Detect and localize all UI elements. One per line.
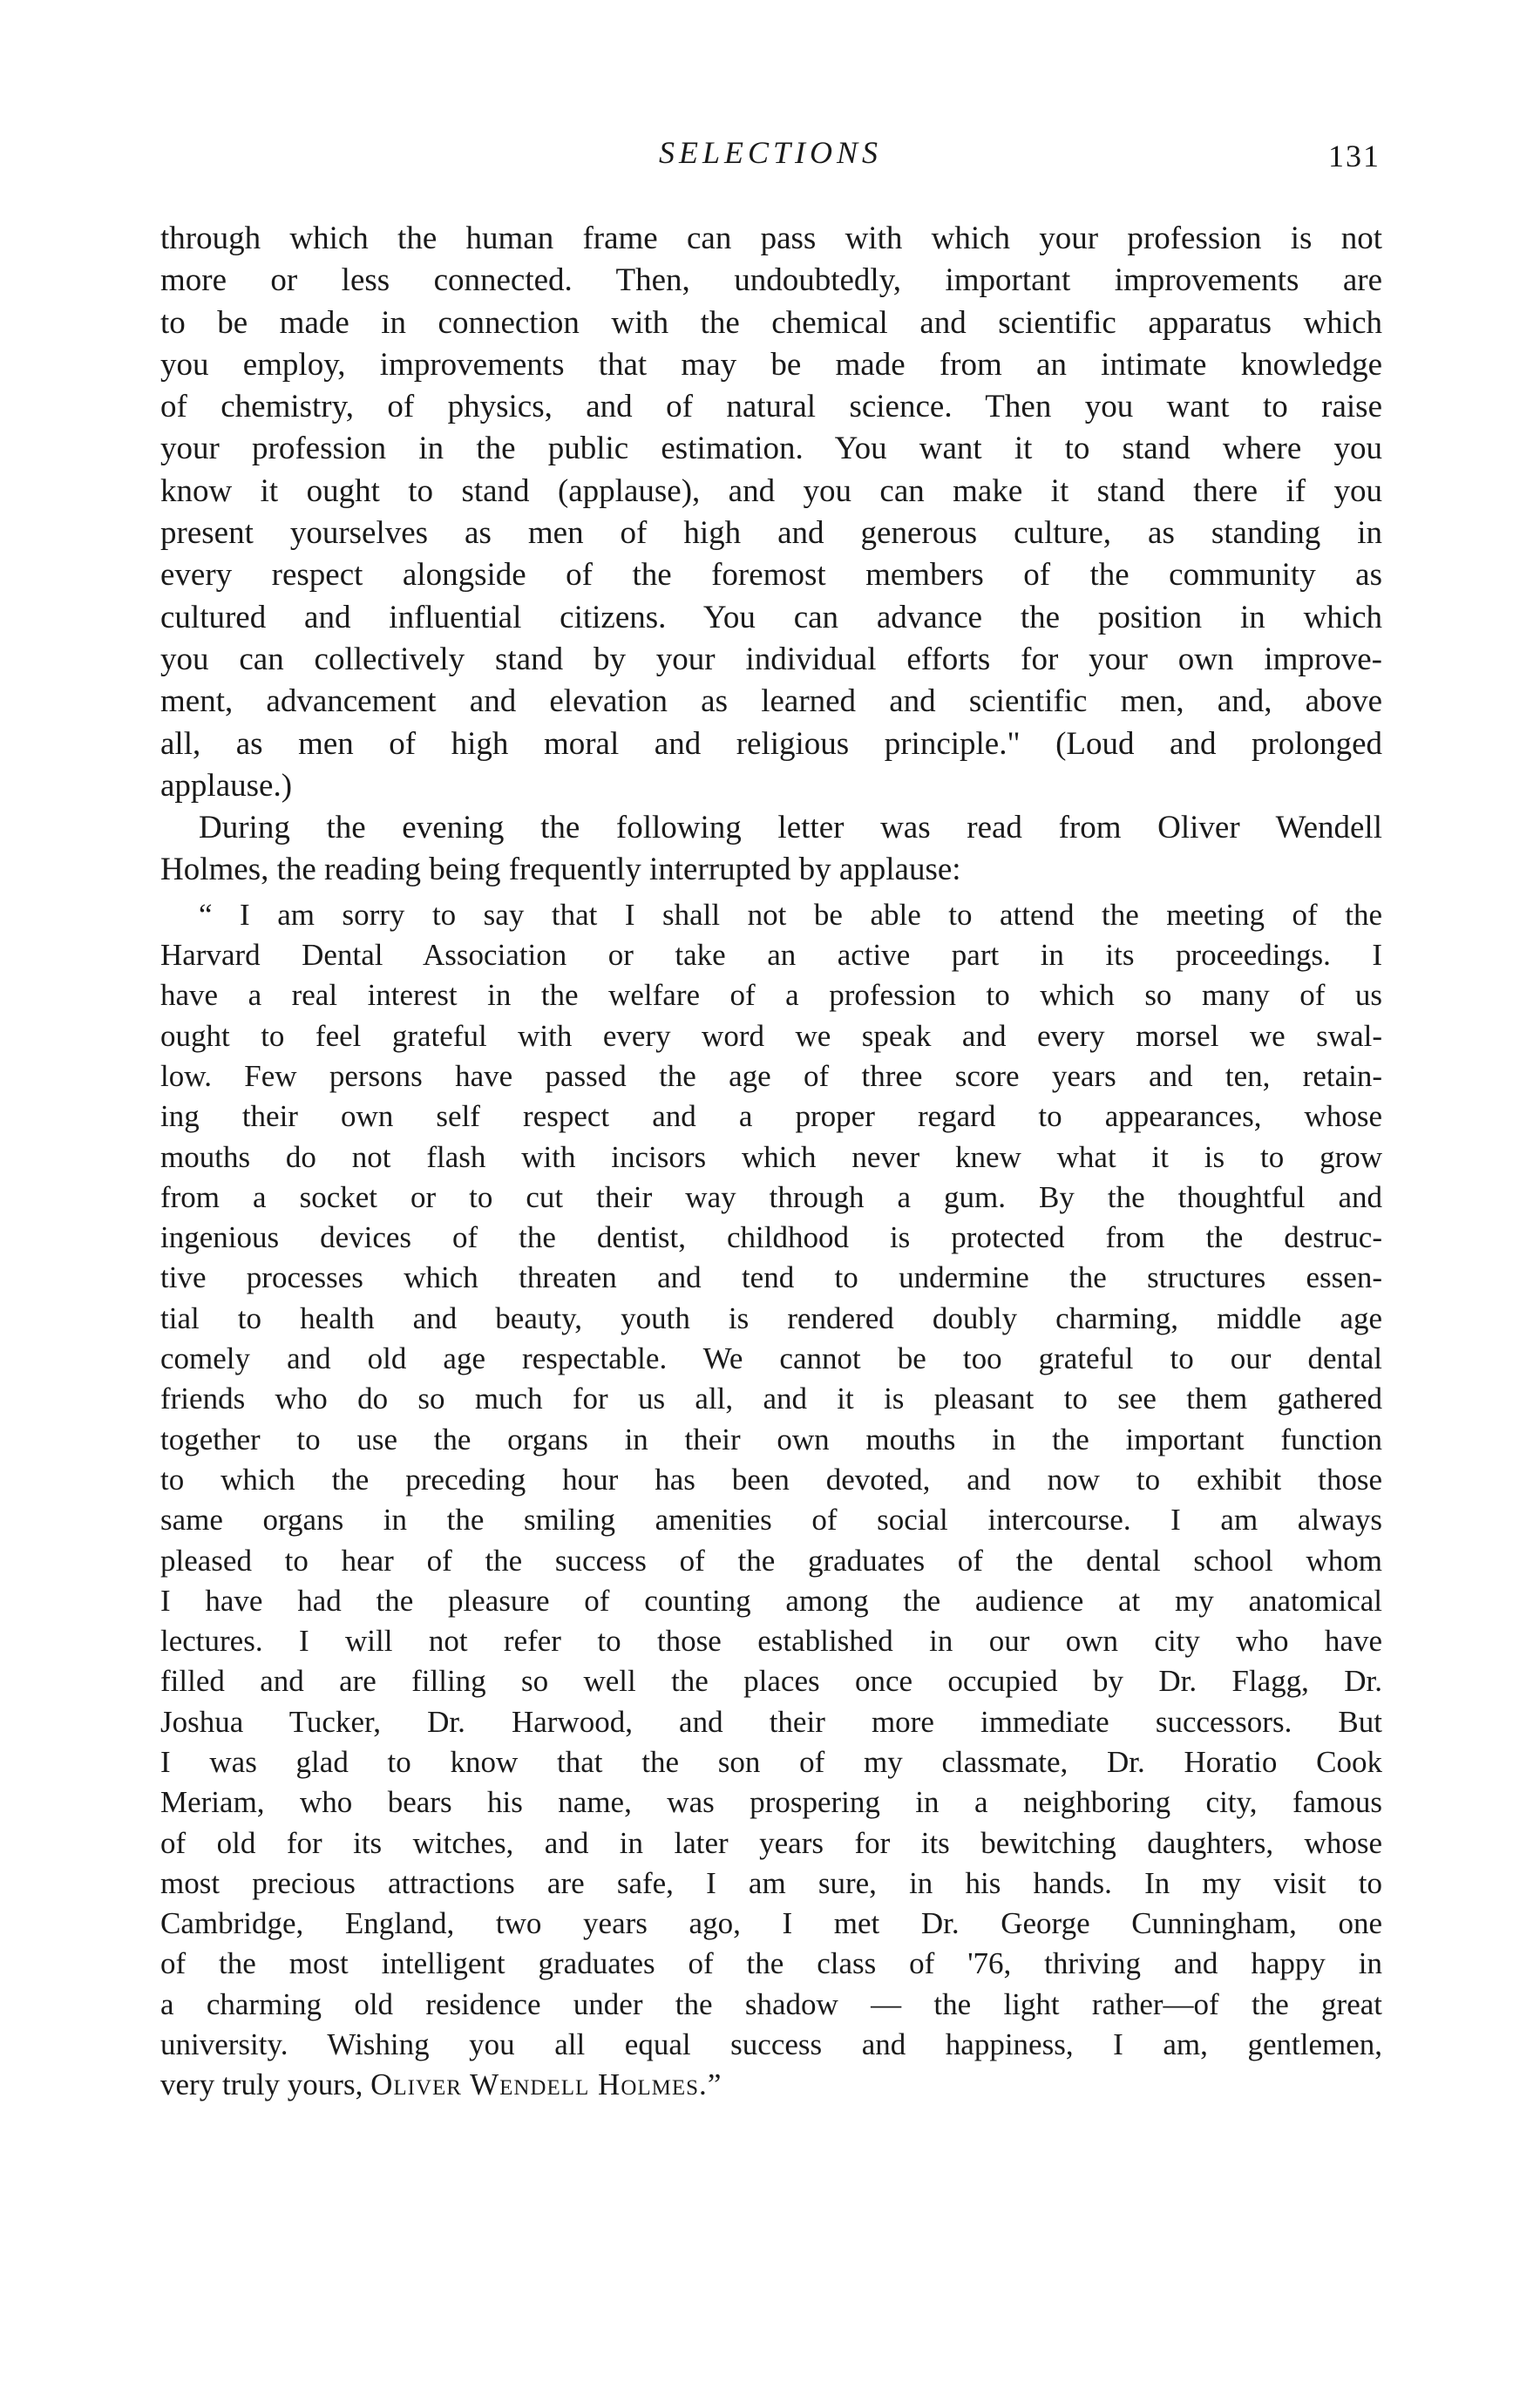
signature: Oliver Wendell Holmes.: [370, 2067, 708, 2102]
text-line: pleased to hear of the success of the graduates of the dental school whom: [160, 1543, 1382, 1578]
text-line: to which the preceding hour has been devoted, and now to exhibit those: [160, 1462, 1382, 1497]
text-line: Joshua Tucker, Dr. Harwood, and their more immediate successors. But: [160, 1704, 1382, 1739]
text-line: comely and old age respectable. We cannot be too grateful to our dental: [160, 1341, 1382, 1376]
text-line: present yourselves as men of high and generous culture, as standing in: [160, 515, 1382, 552]
page-number: 131: [1328, 139, 1381, 173]
text-line: of the most intelligent graduates of the class of '76, thriving and happy in: [160, 1946, 1382, 1981]
text-line: applause.): [160, 767, 293, 804]
text-line: I have had the pleasure of counting among the audience at my anatomical: [160, 1583, 1382, 1618]
text-line: ing their own self respect and a proper regard to appearances, whose: [160, 1099, 1382, 1134]
text-line: you can collectively stand by your individual efforts for your own improve-: [160, 641, 1382, 677]
closing-line: [160, 2065, 1382, 2105]
text-line: ought to feel grateful with every word we speak and every morsel we swal-: [160, 1018, 1382, 1053]
text-line: same organs in the smiling amenities of social intercourse. I am always: [160, 1503, 1382, 1538]
text-line: know it ought to stand (applause), and you can make it stand there if you: [160, 472, 1382, 509]
text-line: more or less connected. Then, undoubtedly, important improvements are: [160, 262, 1382, 299]
text-line: together to use the organs in their own mouths in the important function: [160, 1422, 1382, 1456]
text-line: Holmes, the reading being frequently interrupted by applause:: [160, 852, 961, 888]
text-line: “ I am sorry to say that I shall not be able to attend the meeting of the: [199, 897, 1382, 932]
text-line: Harvard Dental Association or take an active part in its proceedings. I: [160, 938, 1382, 973]
text-line: lectures. I will not refer to those established in our own city who have: [160, 1624, 1382, 1659]
text-line: your profession in the public estimation. You want it to stand where you: [160, 431, 1382, 467]
text-line: Cambridge, England, two years ago, I met Dr. George Cunningham, one: [160, 1906, 1382, 1941]
text-line: Meriam, who bears his name, was prospering in a neighboring city, famous: [160, 1785, 1382, 1820]
text-line: filled and are filling so well the places once occupied by Dr. Flagg, Dr.: [160, 1664, 1382, 1699]
text-line: you employ, improvements that may be made from an intimate knowledge: [160, 346, 1382, 383]
closing-text: very truly yours,: [160, 2067, 371, 2102]
text-line: friends who do so much for us all, and it is pleasant to see them gathered: [160, 1382, 1382, 1416]
text-line: of chemistry, of physics, and of natural science. Then you want to raise: [160, 389, 1382, 425]
text-line: every respect alongside of the foremost members of the community as: [160, 557, 1382, 594]
text-line: of old for its witches, and in later years for its bewitching daughters, whose: [160, 1825, 1382, 1860]
text-line: have a real interest in the welfare of a profession to which so many of us: [160, 978, 1382, 1013]
text-line: a charming old residence under the shadow — the light rather—of the great: [160, 1986, 1382, 2021]
running-head: [160, 129, 1381, 181]
text-line: I was glad to know that the son of my classmate, Dr. Horatio Cook: [160, 1744, 1382, 1779]
text-line: ingenious devices of the dentist, childhood is protected from the destruc-: [160, 1220, 1382, 1255]
text-line: to be made in connection with the chemical and scientific apparatus which: [160, 304, 1382, 341]
text-line: from a socket or to cut their way through a gum. By the thoughtful and: [160, 1179, 1382, 1214]
speech-paragraph: [160, 218, 1382, 807]
text-line: mouths do not flash with incisors which never knew what it is to grow: [160, 1139, 1382, 1174]
text-line: During the evening the following letter was read from Oliver Wendell: [199, 810, 1382, 846]
text-line: low. Few persons have passed the age of three score years and ten, retain-: [160, 1058, 1382, 1093]
body-text: [160, 218, 1382, 2106]
closing-quote: ”: [707, 2067, 722, 2102]
intro-paragraph: [160, 807, 1382, 892]
text-line: ment, advancement and elevation as learned and scientific men, and, above: [160, 683, 1382, 720]
text-line: cultured and influential citizens. You can advance the position in which: [160, 599, 1382, 635]
text-line: most precious attractions are safe, I am sure, in his hands. In my visit to: [160, 1865, 1382, 1900]
text-line: tive processes which threaten and tend to undermine the structures essen-: [160, 1260, 1382, 1295]
text-line: all, as men of high moral and religious principle." (Loud and prolonged: [160, 725, 1382, 762]
text-line: tial to health and beauty, youth is rendered doubly charming, middle age: [160, 1300, 1382, 1335]
text-line: through which the human frame can pass with which your profession is not: [160, 221, 1382, 256]
text-line: university. Wishing you all equal success and happiness, I am, gentlemen,: [160, 2027, 1382, 2062]
running-title: SELECTIONS: [658, 135, 883, 170]
holmes-letter: [160, 895, 1382, 2106]
